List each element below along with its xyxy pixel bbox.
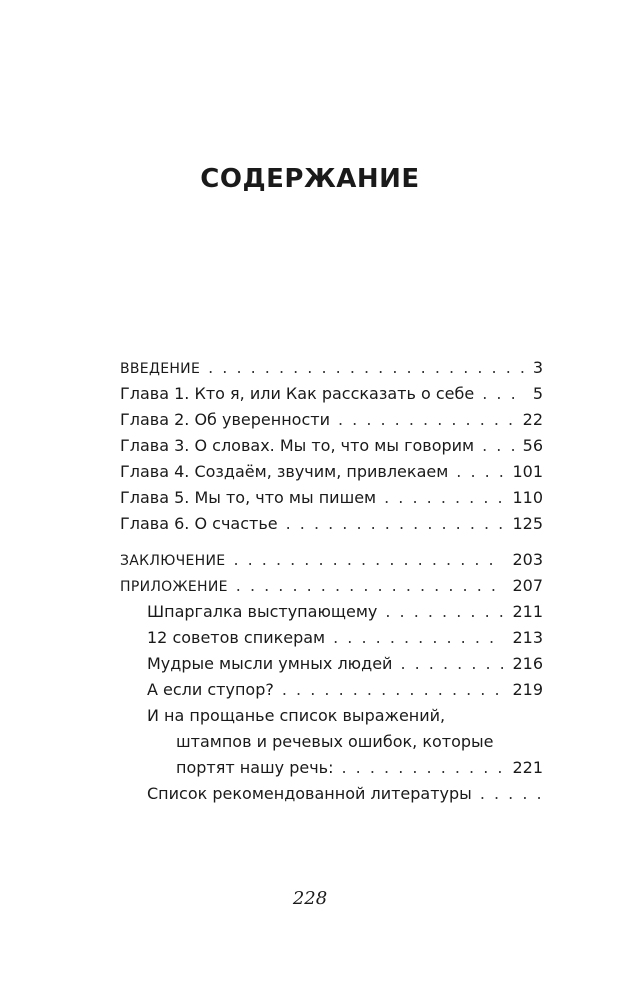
toc-entry-appendix-4[interactable] [120,680,543,706]
toc-entry-label: Мудрые мысли умных людей [147,654,393,673]
toc-entry-label: Глава 5. Мы то, что мы пишем [120,488,377,507]
page-number: 228 [292,888,328,909]
dot-leader [282,680,505,699]
toc-entry-chapter-6[interactable] [120,514,543,540]
toc-entry-label: Глава 1. Кто я, или Как рассказать о себе [120,384,475,403]
toc-entry-page: 56 [522,436,543,455]
dot-leader [236,576,505,595]
dot-leader [233,550,504,569]
spacer [120,540,543,550]
dot-leader [342,758,505,777]
dot-leader [338,410,515,429]
toc-entry-label: ПРИЛОЖЕНИЕ [120,579,228,595]
toc-entry-page: 3 [532,358,543,377]
dot-leader [456,462,504,481]
toc-entry-label: А если ступор? [147,680,274,699]
toc-entry-label: портят нашу речь: [176,758,334,777]
toc-entry-chapter-5[interactable] [120,488,543,514]
toc-entry-page: 125 [512,514,543,533]
toc-entry-page: 211 [512,602,543,621]
toc-entry-page: 219 [512,680,543,699]
toc-entry-conclusion[interactable] [120,550,543,576]
toc-entry-label: Глава 2. Об уверенности [120,410,330,429]
dot-leader [400,654,504,673]
toc-entry-appendix[interactable] [120,576,543,602]
toc-entry-label: Шпаргалка выступающему [147,602,378,621]
toc-entry-page: 101 [512,462,543,481]
dot-leader [384,488,504,507]
dot-leader [385,602,504,621]
toc-entry-chapter-1[interactable] [120,384,543,410]
dot-leader [286,514,505,533]
toc-entry-page: 110 [512,488,543,507]
toc-entry-appendix-5-line-3[interactable] [120,758,543,784]
toc-entry-page: 221 [512,758,543,777]
toc-entry-appendix-1[interactable] [120,602,543,628]
toc-entry-page: 22 [522,410,543,429]
toc-entry-label: штампов и речевых ошибок, которые [176,732,494,751]
toc-entry-appendix-3[interactable] [120,654,543,680]
toc-entry-label: Глава 3. О словах. Мы то, что мы говорим [120,436,475,455]
dot-leader [482,436,515,455]
toc-entry-appendix-6[interactable] [120,784,543,810]
toc-entry-chapter-3[interactable] [120,436,543,462]
toc-entry-page: 216 [512,654,543,673]
toc-entry-label: Список рекомендованной литературы [147,784,472,803]
dot-leader [480,784,540,803]
dot-leader [208,358,525,377]
toc-entry-chapter-4[interactable] [120,462,543,488]
toc-entry-label: Глава 4. Создаём, звучим, привлекаем [120,462,449,481]
table-of-contents [120,358,543,810]
toc-entry-label: И на прощанье список выражений, [147,706,446,725]
dot-leader [482,384,525,403]
toc-entry-intro[interactable] [120,358,543,384]
toc-entry-label: Глава 6. О счастье [120,514,278,533]
toc-entry-page: 213 [512,628,543,647]
toc-entry-chapter-2[interactable] [120,410,543,436]
toc-entry-page: 207 [512,576,543,595]
toc-entry-appendix-2[interactable] [120,628,543,654]
toc-entry-label: 12 советов спикерам [147,628,326,647]
dot-leader [333,628,504,647]
toc-entry-label: ЗАКЛЮЧЕНИЕ [120,553,226,569]
toc-entry-page: 5 [532,384,543,403]
toc-entry-label: ВВЕДЕНИЕ [120,361,201,377]
page-title: СОДЕРЖАНИЕ [200,164,420,194]
toc-entry-appendix-5-line-2[interactable] [120,732,543,758]
toc-entry-appendix-5-line-1[interactable] [120,706,543,732]
toc-entry-page: 203 [512,550,543,569]
